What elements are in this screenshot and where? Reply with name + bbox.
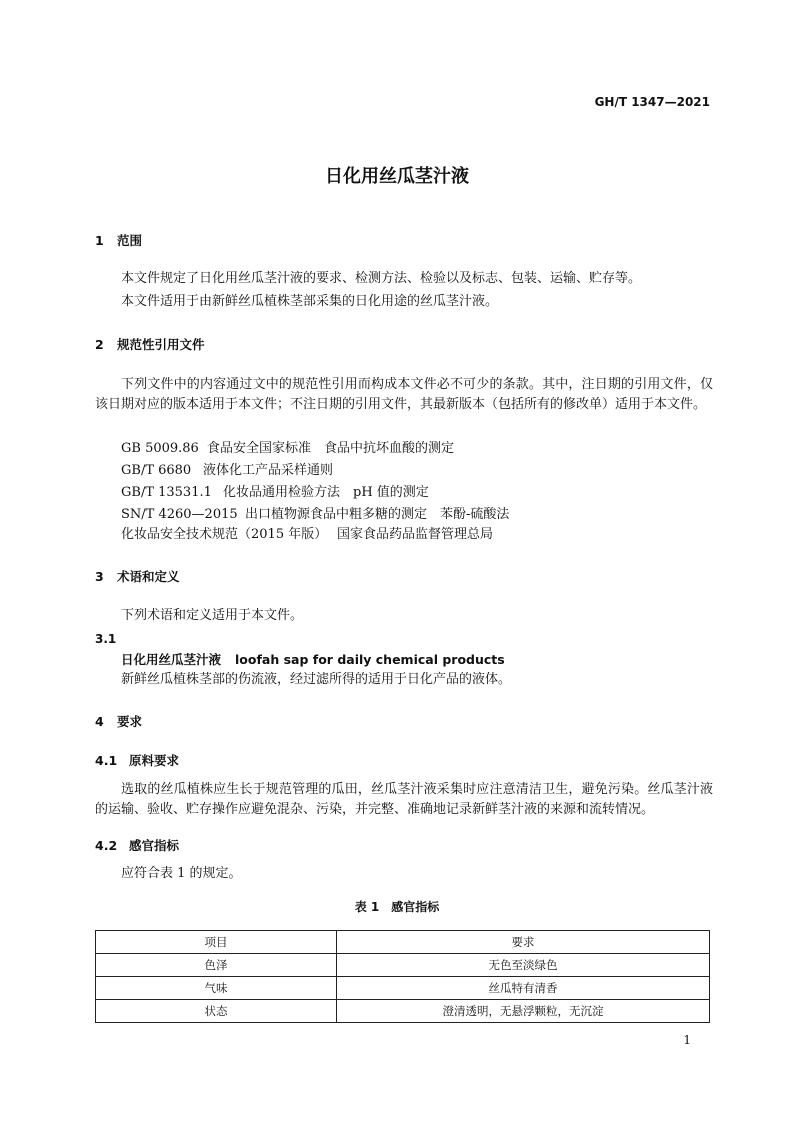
section-number: 1 <box>95 233 104 248</box>
table-cell: 澄清透明，无悬浮颗粒，无沉淀 <box>337 1000 710 1023</box>
scope-paragraph-1: 本文件规定了日化用丝瓜茎汁液的要求、检测方法、检验以及标志、包装、运输、贮存等。 <box>121 271 642 286</box>
scope-paragraph-2: 本文件适用于由新鲜丝瓜植株茎部采集的日化用途的丝瓜茎汁液。 <box>121 294 499 309</box>
reference-item <box>121 483 429 503</box>
section-1-heading <box>95 231 142 249</box>
section-2-heading <box>95 335 205 353</box>
section-title: 原料要求 <box>129 753 180 768</box>
term-number: 3.1 <box>95 632 117 646</box>
section-title: 要求 <box>117 714 143 729</box>
table-cell: 丝瓜特有清香 <box>337 977 710 1000</box>
reference-code: GB/T 6680 <box>121 463 192 478</box>
reference-code: GB/T 13531.1 <box>121 485 212 500</box>
standard-number: GH/T 1347—2021 <box>594 95 710 109</box>
term-entry <box>121 650 505 670</box>
reference-code: SN/T 4260—2015 <box>121 507 238 522</box>
table-cell: 气味 <box>96 977 337 1000</box>
sensory-indicator-note: 应符合表 1 的规定。 <box>121 866 242 881</box>
reference-title: 食品安全国家标准 食品中抗坏血酸的测定 <box>207 441 455 456</box>
table-header-cell: 项目 <box>96 931 337 954</box>
table-cell: 状态 <box>96 1000 337 1023</box>
table-row <box>96 1000 710 1023</box>
section-title: 范围 <box>117 233 143 248</box>
term-english: loofah sap for daily chemical products <box>235 652 505 667</box>
section-number: 4 <box>95 714 104 729</box>
table-cell: 无色至淡绿色 <box>337 954 710 977</box>
terms-intro: 下列术语和定义适用于本文件。 <box>121 608 304 623</box>
section-3-heading <box>95 567 180 585</box>
reference-code: GB 5009.86 <box>121 441 199 456</box>
section-4-2-heading <box>95 836 179 854</box>
section-4-heading <box>95 712 142 730</box>
normative-references-intro: 下列文件中的内容通过文中的规范性引用而构成本文件必不可少的条款。其中，注日期的引用文件，仅该日期对应的版本适用于本文件；不注日期的引用文件，其最新版本（包括所有的修改单）适用于本文件。 <box>95 377 713 412</box>
table-cell: 色泽 <box>96 954 337 977</box>
section-number: 4.1 <box>95 753 118 768</box>
section-number: 2 <box>95 337 104 352</box>
table-row <box>96 977 710 1000</box>
section-title: 感官指标 <box>129 838 180 853</box>
page-number: 1 <box>683 1033 691 1047</box>
reference-item <box>121 505 509 525</box>
table-row <box>96 954 710 977</box>
sensory-indicators-table <box>95 930 710 1023</box>
reference-item <box>121 439 454 459</box>
table-caption: 表 1 感官指标 <box>354 900 440 914</box>
section-4-1-heading <box>95 751 179 769</box>
reference-item <box>121 525 493 545</box>
reference-code: 化妆品安全技术规范（2015 年版） <box>121 527 328 542</box>
table-header-row <box>96 931 710 954</box>
reference-title: 液体化工产品采样通则 <box>203 463 334 478</box>
section-title: 规范性引用文件 <box>117 337 205 352</box>
reference-item <box>121 461 333 481</box>
term-chinese: 日化用丝瓜茎汁液 <box>121 652 222 667</box>
section-title: 术语和定义 <box>117 569 180 584</box>
document-title: 日化用丝瓜茎汁液 <box>325 166 469 187</box>
reference-title: 化妆品通用检验方法 pH 值的测定 <box>223 485 429 500</box>
section-number: 3 <box>95 569 104 584</box>
section-number: 4.2 <box>95 838 118 853</box>
reference-title: 出口植物源食品中粗多糖的测定 苯酚-硫酸法 <box>245 507 510 522</box>
term-definition: 新鲜丝瓜植株茎部的伤流液，经过滤所得的适用于日化产品的液体。 <box>121 672 512 687</box>
table-header-cell: 要求 <box>337 931 710 954</box>
reference-title: 国家食品药品监督管理总局 <box>337 527 494 542</box>
raw-material-requirements: 选取的丝瓜植株应生长于规范管理的瓜田，丝瓜茎汁液采集时应注意清洁卫生，避免污染。丝瓜茎汁液的运输、验收、贮存操作应避免混杂、污染，并完整、准确地记录新鲜茎汁液的来源和流转情况。 <box>95 782 713 817</box>
